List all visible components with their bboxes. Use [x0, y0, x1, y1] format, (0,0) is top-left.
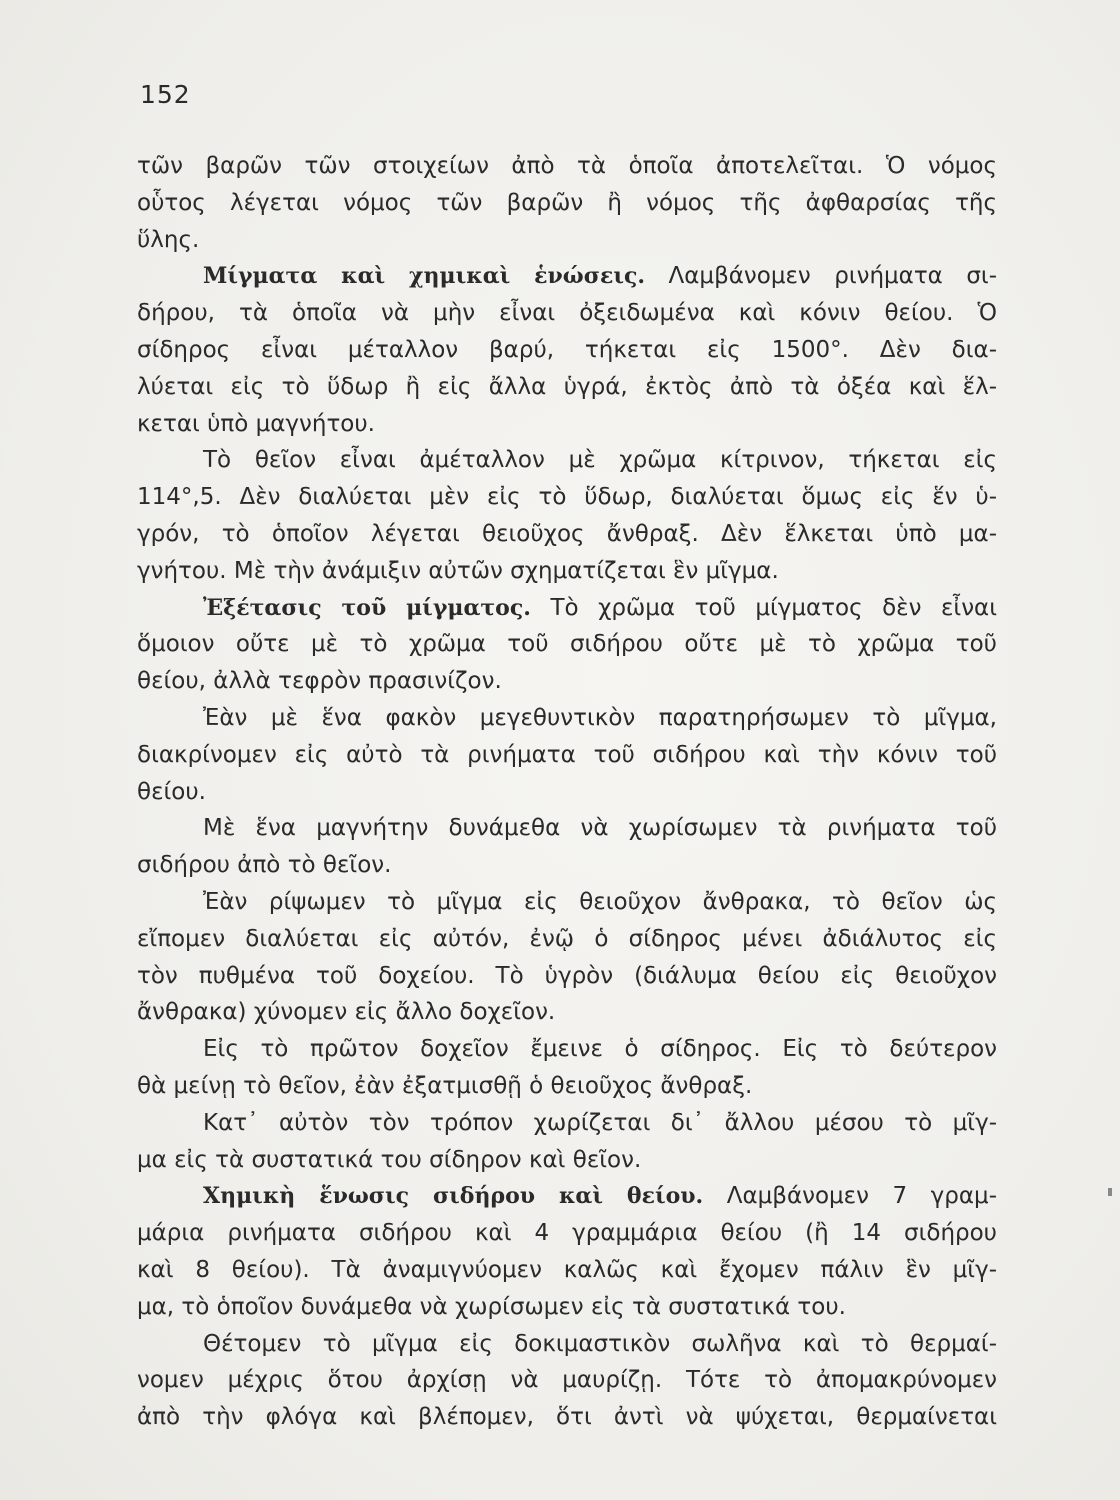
- text-line: [137, 1178, 997, 1215]
- text-line: [137, 994, 997, 1031]
- text-line: [137, 1362, 997, 1399]
- text-line: [137, 663, 997, 700]
- text-line: [137, 258, 997, 295]
- section-heading: Μίγματα καὶ χημικαὶ ἑνώσεις.: [203, 263, 646, 290]
- text-line: [137, 516, 997, 553]
- text-line: [137, 442, 997, 479]
- page-number: 152: [140, 80, 191, 109]
- text-line: [137, 332, 997, 369]
- text-line: [137, 847, 997, 884]
- text-segment: μα, τὸ ὁποῖον δυνάμεθα νὰ χωρίσωμεν εἰς τὰ συστατικά του.: [137, 1293, 846, 1320]
- text-line: [137, 553, 997, 590]
- scan-mark: [1108, 1188, 1112, 1196]
- text-line: [137, 700, 997, 737]
- text-line: [137, 810, 997, 847]
- text-segment: ἄνθρακα) χύνομεν εἰς ἄλλο δοχεῖον.: [137, 999, 556, 1026]
- text-line: [137, 1215, 997, 1252]
- text-segment: ἀπὸ τὴν φλόγα καὶ βλέπομεν, ὅτι ἀντὶ νὰ ψύχεται, θερμαίνεται: [137, 1404, 997, 1431]
- text-segment: Λαμβάνομεν ρινήματα σι-: [645, 263, 997, 290]
- text-segment: σιδήρου ἀπὸ τὸ θεῖον.: [137, 852, 392, 879]
- text-line: [137, 1105, 997, 1142]
- text-line: [137, 1326, 997, 1363]
- section-heading: Ἐξέτασις τοῦ μίγματος.: [203, 594, 531, 621]
- text-segment: νομεν μέχρις ὅτου ἀρχίσῃ νὰ μαυρίζῃ. Τότε τὸ ἀπομακρύνομεν: [137, 1367, 997, 1394]
- text-segment: γνήτου. Μὲ τὴν ἀνάμιξιν αὐτῶν σχηματίζεται ἓν μῖγμα.: [137, 557, 779, 584]
- text-segment: Τὸ θεῖον εἶναι ἀμέταλλον μὲ χρῶμα κίτρινον, τήκεται εἰς: [203, 447, 997, 474]
- section-heading: Χημικὴ ἕνωσις σιδήρου καὶ θείου.: [203, 1183, 704, 1210]
- text-segment: τῶν βαρῶν τῶν στοιχείων ἀπὸ τὰ ὁποῖα ἀποτελεῖται. Ὁ νόμος: [137, 153, 997, 179]
- text-segment: θείου.: [137, 778, 206, 805]
- text-line: [137, 958, 997, 995]
- text-segment: λύεται εἰς τὸ ὕδωρ ἢ εἰς ἄλλα ὑγρά, ἐκτὸς ἀπὸ τὰ ὀξέα καὶ ἕλ-: [137, 373, 997, 400]
- text-segment: τὸν πυθμένα τοῦ δοχείου. Τὸ ὑγρὸν (διάλυμα θείου εἰς θειοῦχον: [137, 962, 997, 989]
- text-line: [137, 626, 997, 663]
- text-segment: μάρια ρινήματα σιδήρου καὶ 4 γραμμάρια θείου (ἢ 14 σιδήρου: [137, 1220, 997, 1247]
- text-line: [137, 185, 997, 222]
- text-segment: Μὲ ἕνα μαγνήτην δυνάμεθα νὰ χωρίσωμεν τὰ ρινήματα τοῦ: [203, 815, 997, 842]
- text-segment: Θέτομεν τὸ μῖγμα εἰς δοκιμαστικὸν σωλῆνα καὶ τὸ θερμαί-: [203, 1330, 997, 1357]
- text-line: [137, 1142, 997, 1179]
- text-segment: εἴπομεν διαλύεται εἰς αὐτόν, ἐνῷ ὁ σίδηρος μένει ἀδιάλυτος εἰς: [137, 925, 997, 952]
- text-segment: γρόν, τὸ ὁποῖον λέγεται θειοῦχος ἄνθραξ. Δὲν ἕλκεται ὑπὸ μα-: [137, 520, 997, 547]
- text-segment: δήρου, τὰ ὁποῖα νὰ μὴν εἶναι ὀξειδωμένα καὶ κόνιν θείου. Ὁ: [137, 300, 997, 327]
- text-line: [137, 1068, 997, 1105]
- text-line: [137, 222, 997, 259]
- text-segment: σίδηρος εἶναι μέταλλον βαρύ, τήκεται εἰς 1500°. Δὲν δια-: [137, 336, 997, 363]
- text-segment: οὗτος λέγεται νόμος τῶν βαρῶν ἢ νόμος τῆς ἀφθαρσίας τῆς: [137, 189, 997, 216]
- text-line: [137, 1399, 997, 1436]
- text-line: [137, 406, 997, 443]
- text-line: [137, 774, 997, 811]
- text-segment: διακρίνομεν εἰς αὐτὸ τὰ ρινήματα τοῦ σιδήρου καὶ τὴν κόνιν τοῦ: [137, 741, 997, 768]
- text-segment: Ἐὰν μὲ ἕνα φακὸν μεγεθυντικὸν παρατηρήσωμεν τὸ μῖγμα,: [203, 704, 997, 731]
- text-line: [137, 479, 997, 516]
- text-line: [137, 1289, 997, 1326]
- text-segment: Κατ᾽ αὐτὸν τὸν τρόπον χωρίζεται δι᾽ ἄλλου μέσου τὸ μῖγ-: [203, 1109, 997, 1136]
- text-line: [137, 148, 997, 185]
- text-segment: ὕλης.: [137, 226, 200, 253]
- text-segment: Εἰς τὸ πρῶτον δοχεῖον ἔμεινε ὁ σίδηρος. Εἰς τὸ δεύτερον: [203, 1036, 997, 1063]
- text-segment: ὅμοιον οὔτε μὲ τὸ χρῶμα τοῦ σιδήρου οὔτε μὲ τὸ χρῶμα τοῦ: [137, 631, 997, 658]
- text-line: [137, 590, 997, 627]
- text-segment: 114°,5. Δὲν διαλύεται μὲν εἰς τὸ ὕδωρ, διαλύεται ὅμως εἰς ἕν ὑ-: [137, 484, 997, 511]
- text-line: [137, 1031, 997, 1068]
- text-segment: Ἐὰν ρίψωμεν τὸ μῖγμα εἰς θειοῦχον ἄνθρακα, τὸ θεῖον ὡς: [203, 888, 997, 915]
- body-text: [137, 148, 997, 1436]
- text-segment: Τὸ χρῶμα τοῦ μίγματος δὲν εἶναι: [530, 594, 997, 621]
- text-line: [137, 921, 997, 958]
- text-line: [137, 884, 997, 921]
- text-line: [137, 369, 997, 406]
- text-line: [137, 295, 997, 332]
- text-segment: θὰ μείνῃ τὸ θεῖον, ἐὰν ἐξατμισθῇ ὁ θειοῦχος ἄνθραξ.: [137, 1072, 753, 1099]
- text-segment: κεται ὑπὸ μαγνήτου.: [137, 410, 375, 437]
- text-line: [137, 737, 997, 774]
- text-line: [137, 1252, 997, 1289]
- text-segment: μα εἰς τὰ συστατικά του σίδηρον καὶ θεῖον.: [137, 1146, 642, 1173]
- text-segment: θείου, ἀλλὰ τεφρὸν πρασινίζον.: [137, 668, 502, 695]
- text-segment: Λαμβάνομεν 7 γραμ-: [703, 1183, 997, 1210]
- text-segment: καὶ 8 θείου). Τὰ ἀναμιγνύομεν καλῶς καὶ ἔχομεν πάλιν ἓν μῖγ-: [137, 1256, 997, 1283]
